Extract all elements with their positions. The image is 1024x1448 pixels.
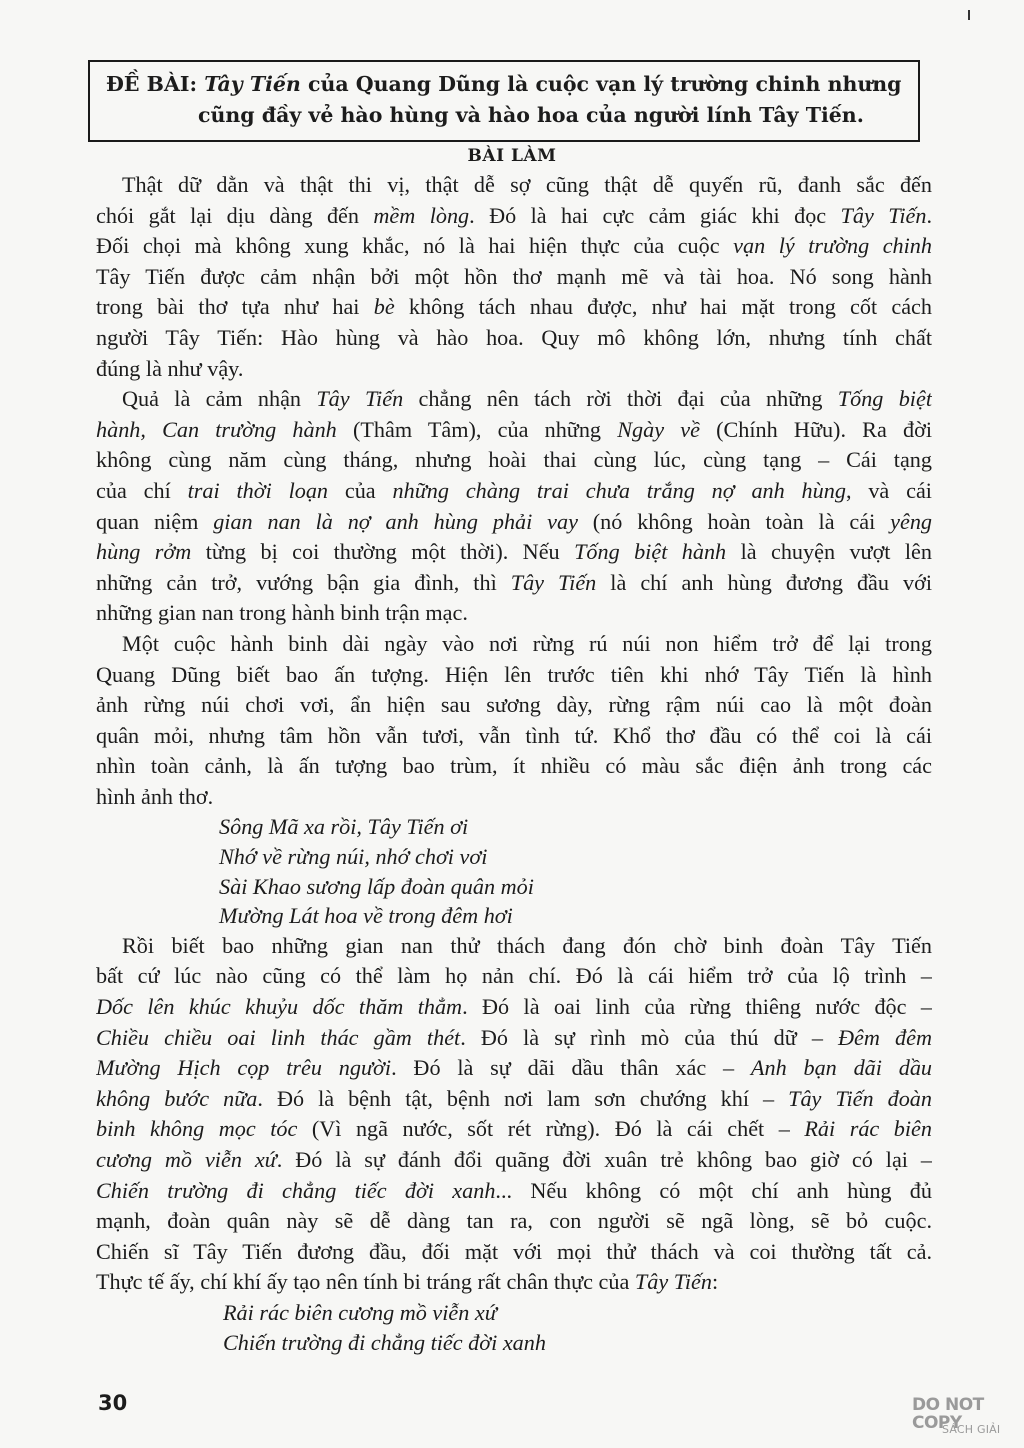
text-line: [96, 445, 932, 476]
text-run: (Chính Hữu). Ra đời: [699, 416, 932, 442]
text-run: Rồi biết bao những gian nan thử thách đang đón chờ binh đoàn Tây Tiến: [122, 932, 932, 958]
text-run: (Thâm Tâm), của những: [336, 416, 618, 442]
italic-phrase: yêng: [890, 508, 932, 534]
italic-phrase: Anh bạn dãi dầu: [750, 1055, 932, 1081]
text-run: . Đó là bệnh tật, bệnh nơi lam sơn chướng khí –: [257, 1085, 789, 1111]
text-line: [96, 961, 932, 992]
text-run: của chí: [96, 477, 188, 503]
section-title: BÀI LÀM: [467, 146, 557, 166]
text-run: Tây Tiến được cảm nhận bởi một hồn thơ mạnh mẽ và tài hoa. Nó song hành: [96, 263, 932, 289]
text-run: . Đó là oai linh của rừng thiêng nước độc –: [462, 994, 932, 1020]
text-run: quan niệm: [96, 508, 214, 534]
italic-phrase: Tây Tiến: [840, 202, 927, 228]
italic-phrase: binh không mọc tóc: [96, 1116, 298, 1142]
italic-phrase: Tây Tiến: [510, 569, 597, 595]
text-run: chói gắt lại dịu dàng đến: [96, 202, 374, 228]
text-line: [96, 751, 932, 782]
text-run: , và cái: [845, 477, 932, 503]
text-run: không tách nhau được, như hai mặt trong cốt cách: [394, 294, 932, 320]
italic-phrase: Mường Hịch cọp trêu người: [96, 1055, 392, 1081]
italic-phrase: Dốc lên khúc khuỷu dốc thăm thẳm: [96, 994, 463, 1020]
text-line: [96, 1023, 932, 1054]
poem-line: Sông Mã xa rồi, Tây Tiến ơi: [219, 814, 469, 840]
poem-line: Chiến trường đi chẳng tiếc đời xanh: [223, 1329, 546, 1355]
text-run: mạnh, đoàn quân này sẽ dễ dàng tan ra, con người sẽ ngã lòng, sẽ bỏ cuộc.: [96, 1208, 932, 1234]
text-line: [96, 231, 932, 262]
italic-phrase: mềm lòng: [373, 202, 470, 228]
poem-line: Rải rác biên cương mồ viễn xứ: [223, 1299, 497, 1325]
task-line-1: [106, 69, 908, 100]
text-line: [96, 598, 932, 629]
text-run: là chuyện vượt lên: [726, 539, 932, 565]
task-box: [88, 60, 920, 142]
italic-phrase: Rải rác biên: [804, 1116, 932, 1142]
text-run: Một cuộc hành binh dài ngày vào nơi rừng rú núi non hiểm trở để lại trong: [122, 630, 932, 656]
text-run: Quả là cảm nhận: [122, 386, 317, 412]
text-run: . Đó là sự dãi dầu thân xác –: [391, 1055, 751, 1081]
text-run: những cản trở, vướng bận gia đình, thì: [96, 569, 511, 595]
text-run: ... Nếu không có một chí anh hùng đủ: [495, 1177, 932, 1203]
text-line: [96, 568, 932, 599]
text-run: quân mỏi, nhưng tâm hồn vẫn tươi, vẫn tình tứ. Khổ thơ đầu có thể coi là cái: [96, 722, 932, 748]
text-line: [96, 721, 932, 752]
text-run: Quang Dũng biết bao ấn tượng. Hiện lên trước tiên khi nhớ Tây Tiến là hình: [96, 661, 932, 687]
poem-line: Nhớ về rừng núi, nhớ chơi vơi: [219, 844, 488, 870]
italic-phrase: Tống biệt: [837, 386, 932, 412]
watermark-sub: SÁCH GIẢI: [942, 1423, 1001, 1436]
text-line: [96, 1053, 932, 1084]
italic-phrase: những chàng trai chưa trắng nợ anh hùng: [392, 477, 846, 503]
italic-phrase: cương mồ viễn xứ: [96, 1147, 277, 1172]
text-run: là chí anh hùng đương đầu với: [596, 569, 932, 595]
text-run: bất cứ lúc nào cũng có thể làm họ nản chí. Đó là cái hiểm trở của lộ trình –: [96, 963, 932, 989]
text-line: [96, 354, 932, 385]
text-line: [96, 660, 932, 691]
text-run: Thực tế ấy, chí khí ấy tạo nên tính bi tráng rất chân thực của: [96, 1269, 635, 1295]
text-run: người Tây Tiến: Hào hùng và hào hoa. Quy mô không lớn, nhưng tính chất: [96, 324, 932, 350]
italic-phrase: Tây Tiến đoàn: [788, 1085, 932, 1111]
text-line: [96, 1267, 932, 1298]
text-line: [96, 1145, 932, 1176]
essay-body: [96, 170, 932, 1357]
text-line: [96, 415, 932, 446]
text-run: chẳng nên tách rời thời đại của những: [403, 386, 838, 412]
text-run: Đối chọi mà không xung khắc, nó là hai hiện thực của cuộc: [96, 233, 734, 259]
italic-phrase: bè: [373, 294, 395, 320]
text-line: [96, 1237, 932, 1268]
text-run: . Đó là hai cực cảm giác khi đọc: [469, 202, 841, 228]
italic-phrase: hùng rởm: [96, 539, 192, 565]
text-run: . Đó là sự đánh đổi quãng đời xuân trẻ không bao giờ có lại –: [276, 1147, 932, 1172]
text-run: . Đó là sự rình mò của thú dữ –: [460, 1024, 839, 1050]
text-run: nhìn toàn cảnh, là ấn tượng bao trùm, ít nhiều có màu sắc điện ảnh trong các: [96, 753, 932, 779]
text-line: [96, 629, 932, 660]
text-line: [96, 782, 932, 813]
text-line: [96, 1176, 932, 1207]
poem-line: Sài Khao sương lấp đoàn quân mỏi: [219, 873, 534, 899]
text-line: [96, 384, 932, 415]
text-line: [96, 292, 932, 323]
italic-phrase: gian nan là nợ anh hùng phải vay: [213, 508, 578, 534]
italic-phrase: vạn lý trường chinh: [733, 233, 932, 259]
text-line: [96, 323, 932, 354]
text-run: không cùng năm cùng tháng, nhưng hoài thai cùng lúc, cùng tạng – Cái tạng: [96, 447, 932, 473]
text-line: [96, 201, 932, 232]
text-run: đúng là như vậy.: [96, 355, 244, 381]
watermark: [912, 1396, 1012, 1442]
text-run: (nó không hoàn toàn là cái: [577, 508, 891, 534]
text-run: những gian nan trong hành binh trận mạc.: [96, 600, 468, 626]
text-line: [96, 1084, 932, 1115]
task-line-2: cũng đầy vẻ hào hùng và hào hoa của người lính Tây Tiến.: [198, 103, 864, 127]
text-line: [96, 262, 932, 293]
italic-phrase: hành, Can trường hành: [96, 416, 337, 442]
text-line: [96, 931, 932, 962]
task-label: ĐỀ BÀI:: [106, 72, 198, 96]
text-run: hình ảnh thơ.: [96, 783, 214, 809]
text-line: [96, 507, 932, 538]
scan-mark: [968, 10, 970, 20]
text-line: [96, 1114, 932, 1145]
italic-phrase: trai thời loạn: [187, 477, 329, 503]
task-title-italic: Tây Tiến: [204, 72, 301, 96]
poem-line: Mường Lát hoa về trong đêm hơi: [219, 903, 513, 929]
text-run: của: [328, 477, 393, 503]
text-run: .: [926, 202, 932, 228]
task-line-1-rest: của Quang Dũng là cuộc vạn lý trường chinh nhưng: [300, 72, 902, 96]
text-line: [96, 170, 932, 201]
text-run: (Vì ngã nước, sốt rét rừng). Đó là cái chết –: [297, 1116, 805, 1142]
page-number: 30: [98, 1391, 128, 1415]
text-run: từng bị coi thường một thời). Nếu: [191, 539, 575, 565]
text-line: [96, 476, 932, 507]
italic-phrase: Tống biệt hành: [574, 539, 727, 565]
text-run: ảnh rừng núi chơi vơi, ẩn hiện sau sương dày, rừng rậm núi cao là một đoàn: [96, 692, 932, 718]
italic-phrase: Chiến trường đi chẳng tiếc đời xanh: [96, 1177, 496, 1203]
italic-phrase: không bước nữa: [96, 1085, 258, 1111]
italic-phrase: Đêm đêm: [838, 1024, 932, 1050]
watermark-main: DO NOT COPY: [912, 1395, 984, 1433]
text-run: Chiến sĩ Tây Tiến đương đầu, đối mặt với mọi thử thách và coi thường tất cả.: [96, 1238, 932, 1264]
italic-phrase: Ngày về: [617, 416, 700, 442]
text-line: [96, 537, 932, 568]
text-line: [96, 1206, 932, 1237]
text-line: [96, 690, 932, 721]
text-line: [96, 992, 932, 1023]
text-run: Thật dữ dằn và thật thi vị, thật dễ sợ cũng thật dễ quyến rũ, đanh sắc đến: [122, 172, 932, 197]
text-run: trong bài thơ tựa như hai: [96, 294, 374, 320]
text-run: :: [711, 1269, 719, 1295]
italic-phrase: Tây Tiến: [316, 386, 404, 412]
italic-phrase: Tây Tiến: [634, 1269, 712, 1295]
italic-phrase: Chiều chiều oai linh thác gầm thét: [96, 1024, 461, 1050]
